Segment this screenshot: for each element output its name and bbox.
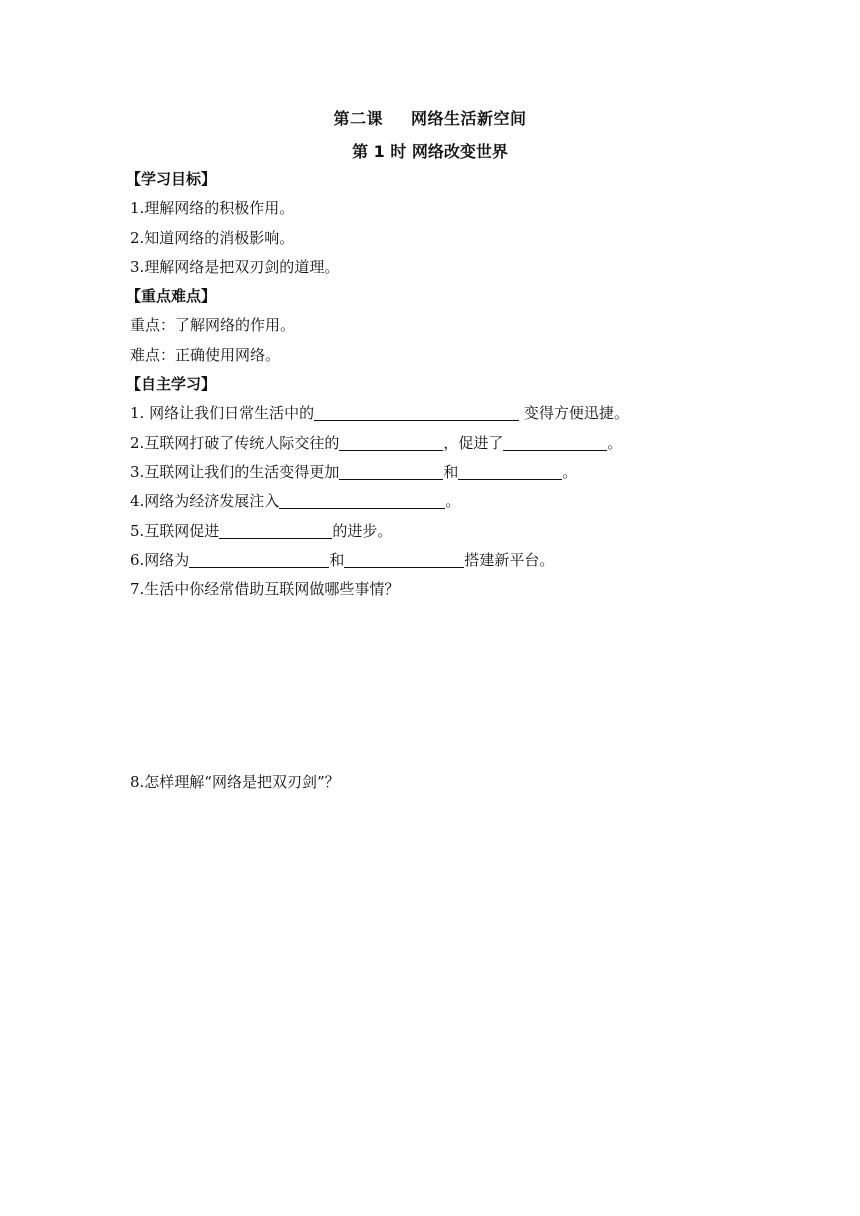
lesson-title [0, 106, 860, 129]
question-text: 。 [562, 462, 578, 481]
question-3 [130, 458, 750, 487]
question-text: 。 [445, 492, 461, 511]
question-text: 的进步。 [332, 521, 393, 540]
question-text: 和 [329, 550, 345, 569]
answer-blank[interactable] [344, 549, 464, 568]
answer-blank[interactable] [458, 461, 562, 480]
question-text: 变得方便迅捷。 [519, 404, 629, 423]
question-text: 4.网络为经济发展注入 [130, 492, 280, 511]
answer-blank[interactable] [189, 549, 329, 568]
question-text: ，促进了 [443, 433, 504, 452]
question-5 [130, 517, 750, 546]
lesson-name: 网络生活新空间 [411, 109, 527, 128]
objective-item: 1.理解网络的积极作用。 [130, 199, 295, 218]
question-text: 。 [607, 433, 623, 452]
question-1 [130, 399, 750, 428]
key-point: 重点：了解网络的作用。 [130, 316, 296, 335]
question-6 [130, 546, 750, 575]
answer-blank[interactable] [314, 402, 519, 421]
lesson-number: 第二课 [333, 109, 383, 128]
question-7: 7.生活中你经常借助互联网做哪些事情？ [130, 580, 400, 599]
section-title: 第 1 时 网络改变世界 [352, 142, 508, 161]
answer-blank[interactable] [279, 490, 445, 509]
question-text: 和 [443, 462, 459, 481]
question-text: 1. 网络让我们日常生活中的 [130, 404, 315, 423]
question-8: 8.怎样理解“网络是把双刃剑”？ [130, 773, 340, 791]
question-text: 5.互联网促进 [130, 521, 220, 540]
worksheet-content [126, 165, 750, 604]
answer-blank[interactable] [219, 520, 332, 539]
answer-blank[interactable] [339, 461, 443, 480]
question-text: 6.网络为 [130, 550, 190, 569]
objective-item: 2.知道网络的消极影响。 [130, 228, 295, 247]
question-text: 搭建新平台。 [464, 550, 555, 569]
question-text: 2.互联网打破了传统人际交往的 [130, 433, 340, 452]
answer-blank[interactable] [339, 432, 443, 451]
self-study-heading: 【自主学习】 [126, 375, 217, 394]
answer-blank[interactable] [503, 432, 607, 451]
objective-item: 3.理解网络是把双刃剑的道理。 [130, 257, 340, 276]
objectives-heading: 【学习目标】 [126, 170, 217, 188]
question-2 [130, 429, 750, 458]
question-4 [130, 487, 750, 516]
question-text: 3.互联网让我们的生活变得更加 [130, 462, 340, 481]
difficult-point: 难点：正确使用网络。 [130, 345, 281, 364]
key-points-heading: 【重点难点】 [126, 287, 217, 306]
